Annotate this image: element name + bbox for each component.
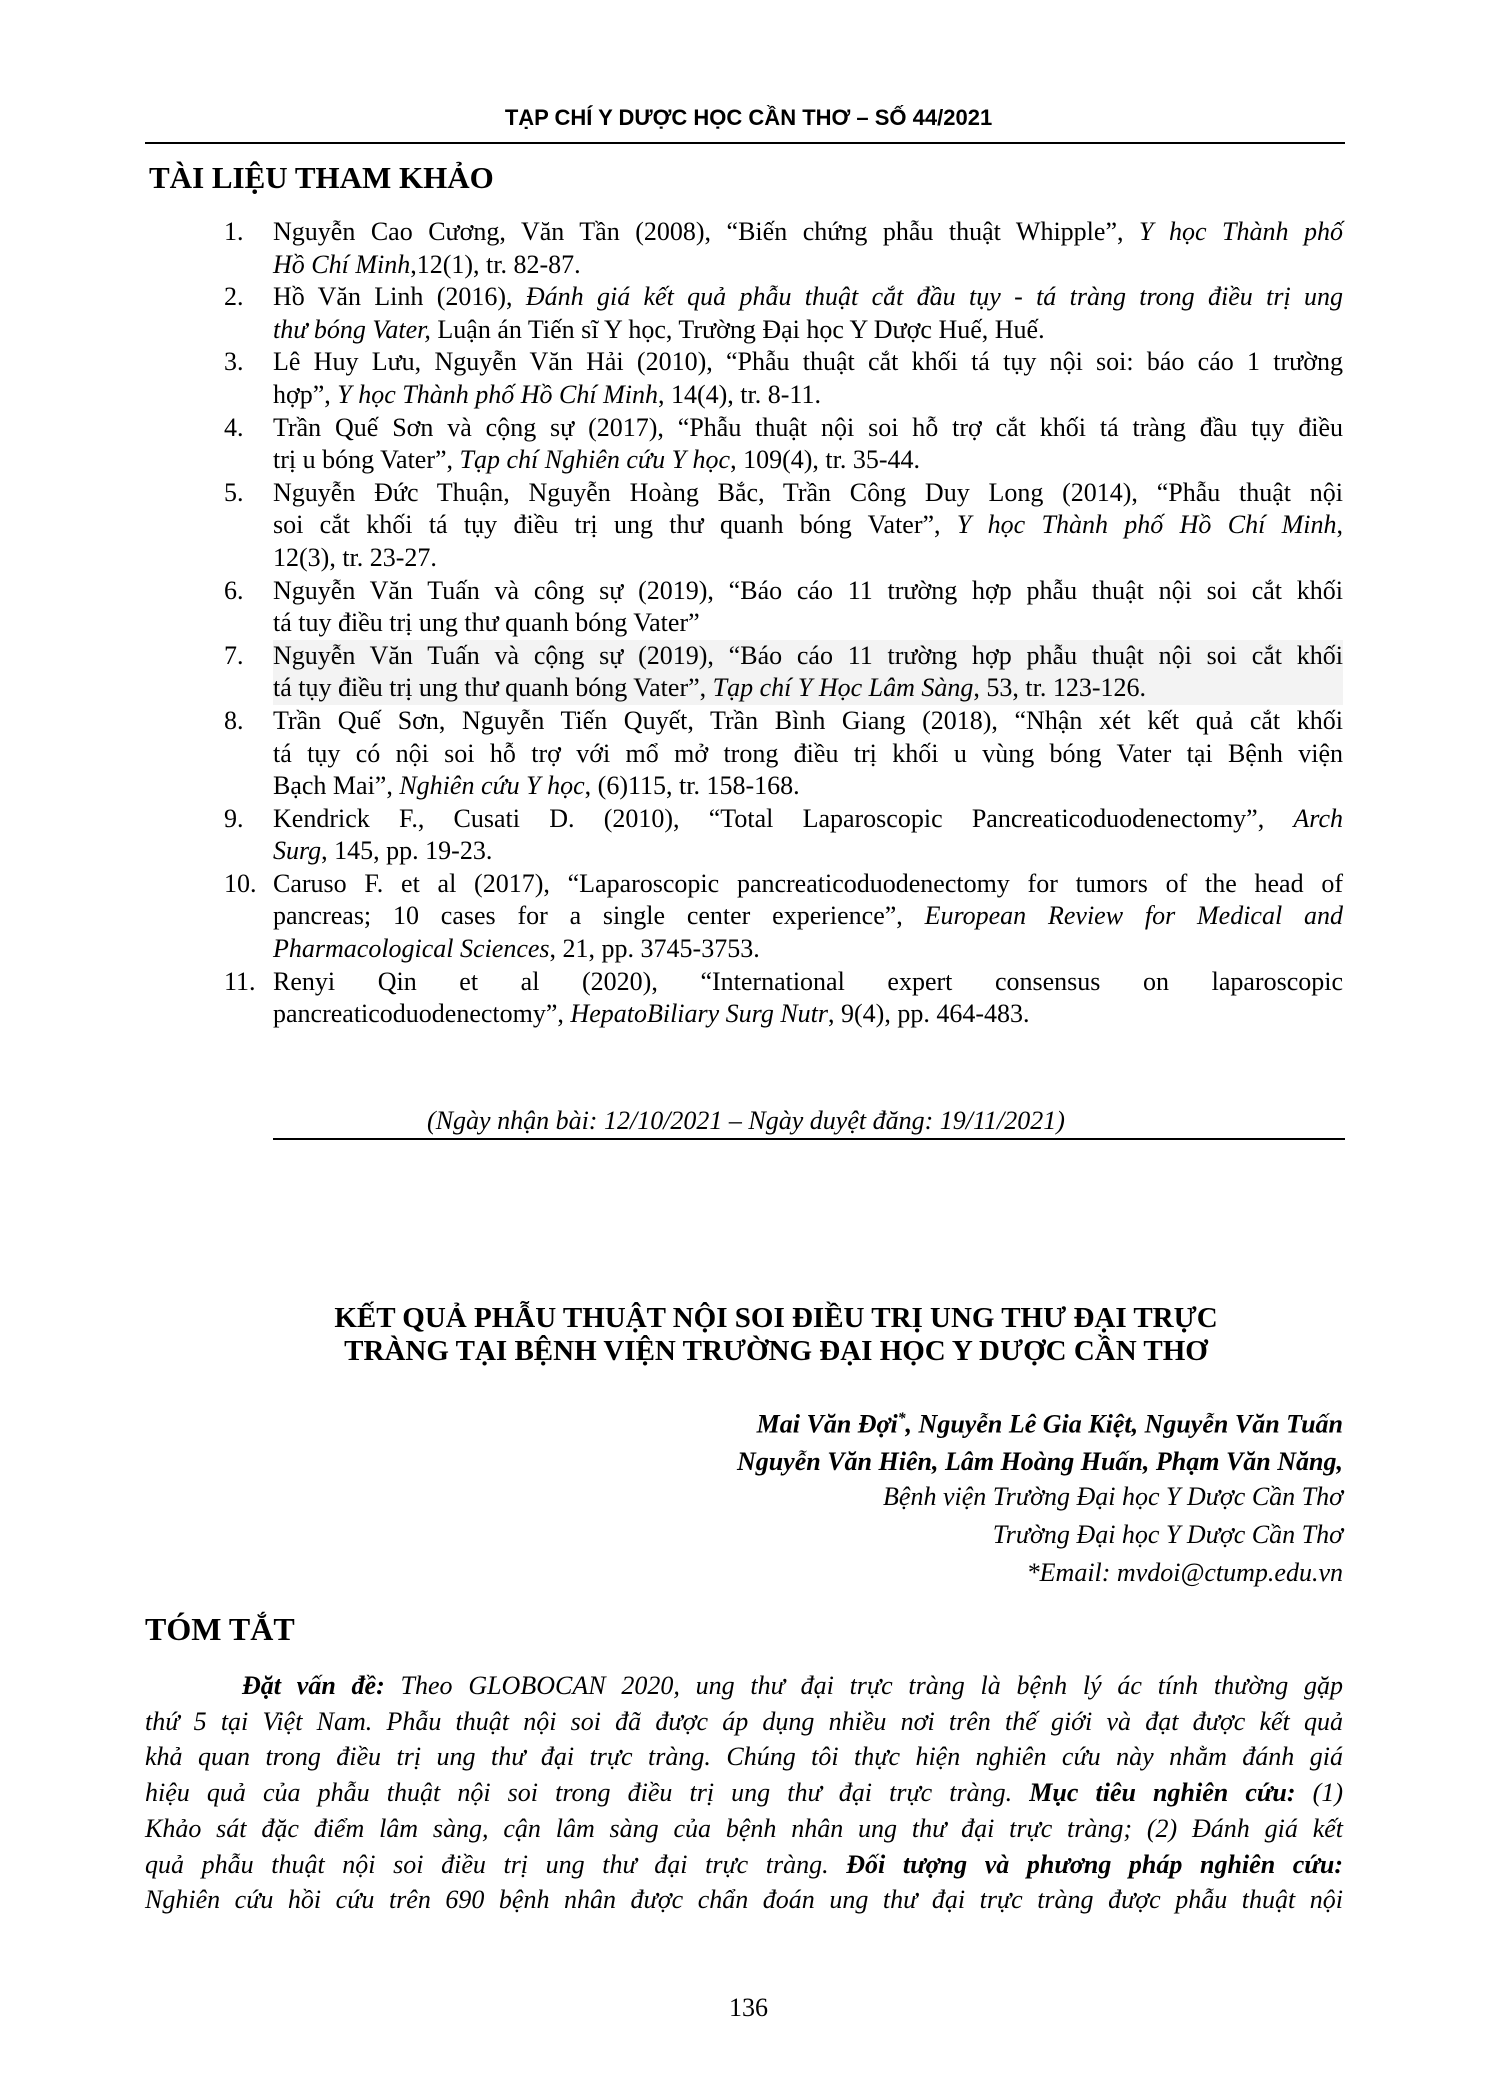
reference-item (224, 705, 1343, 803)
reference-line (273, 672, 1343, 705)
corresponding-author: Mai Văn Đợi (756, 1409, 898, 1439)
reference-number: 3. (224, 347, 244, 377)
reference-text (273, 477, 1343, 575)
author-line: Nguyễn Văn Hiên, Lâm Hoàng Huấn, Phạm Văn Năng, (736, 1446, 1343, 1476)
text-run: hiệu quả của phẫu thuật nội soi trong điều trị ung thư đại trực tràng. (145, 1778, 1030, 1808)
reference-text (273, 705, 1343, 803)
italic-run: HepatoBiliary Surg Nutr (570, 999, 829, 1029)
text-run: tá tụy điều trị ung thư quanh bóng Vater”, (273, 673, 713, 703)
reference-item (224, 216, 1343, 281)
abstract-body (145, 1668, 1343, 1918)
text-run: pancreaticoduodenectomy”, (273, 999, 571, 1029)
reference-line (273, 379, 1343, 412)
reference-line (273, 542, 1343, 575)
text-run: Hồ Văn Linh (2016), (273, 282, 526, 312)
page-number: 136 (729, 1993, 768, 2022)
italic-run: thư bóng Vater, (273, 314, 431, 344)
reference-item (224, 803, 1343, 868)
text-run: Caruso F. et al (2017), “Laparoscopic pancreaticoduodenectomy for tumors of the head of (273, 868, 1343, 898)
text-run: , 109(4), tr. 35-44. (730, 445, 921, 475)
text-run: Theo GLOBOCAN 2020, ung thư đại trực tràng là bệnh lý ác tính thường gặp (384, 1671, 1343, 1700)
italic-run: Surg (273, 836, 322, 866)
abstract-line (145, 1811, 1343, 1847)
reference-text (273, 575, 1343, 640)
corresponding-mark: * (897, 1410, 906, 1427)
reference-number: 4. (224, 412, 244, 442)
reference-line (273, 900, 1343, 933)
text-run: Nghiên cứu hồi cứu trên 690 bệnh nhân được chẩn đoán ung thư đại trực tràng được phẫu thuật nội (145, 1885, 1343, 1915)
text-run: Renyi Qin et al (2020), “International expert consensus on laparoscopic (273, 966, 1343, 996)
reference-list (224, 216, 1343, 1031)
reference-item (224, 966, 1343, 1031)
text-run: 12(3), tr. 23-27. (273, 542, 437, 572)
text-run: ,12(1), tr. 82-87. (410, 249, 581, 279)
reference-text (273, 640, 1343, 705)
text-run: , 145, pp. 19-23. (321, 836, 493, 866)
header-divider (145, 142, 1345, 144)
reference-text (273, 803, 1343, 868)
reference-line (273, 705, 1343, 738)
bold-run: Đối tượng và phương pháp nghiên cứu: (846, 1849, 1343, 1879)
reference-line (273, 998, 1343, 1031)
article-title (149, 1302, 1343, 1368)
reference-text (273, 868, 1343, 966)
references-heading: TÀI LIỆU THAM KHẢO (149, 160, 494, 195)
text-run: soi cắt khối tá tụy điều trị ung thư quanh bóng Vater”, (273, 510, 957, 540)
text-run: Nguyễn Đức Thuận, Nguyễn Hoàng Bắc, Trần Công Duy Long (2014), “Phẫu thuật nội (273, 477, 1343, 507)
text-run: tá tuy điều trị ung thư quanh bóng Vater” (273, 608, 700, 638)
reference-number: 1. (224, 217, 244, 246)
italic-run: Đánh giá kết quả phẫu thuật cắt đầu tụy - tá tràng trong điều trị ung (525, 282, 1343, 312)
reference-line (273, 607, 1343, 640)
reference-line (273, 640, 1343, 673)
reference-line (273, 249, 1343, 282)
text-run: , (1336, 510, 1343, 540)
reference-number: 8. (224, 705, 244, 735)
reference-line (273, 770, 1343, 803)
italic-run: European Review for Medical and (924, 901, 1344, 931)
bold-run: Mục tiêu nghiên cứu: (1029, 1778, 1296, 1808)
abstract-line (145, 1847, 1343, 1883)
reference-number: 6. (224, 575, 244, 605)
reference-number: 5. (224, 477, 244, 507)
text-run: khả quan trong điều trị ung thư đại trực tràng. Chúng tôi thực hiện nghiên cứu này nhằm đánh giá (145, 1742, 1343, 1772)
reference-text (273, 281, 1343, 346)
text-run: Luận án Tiến sĩ Y học, Trường Đại học Y Dược Huế, Huế. (430, 314, 1045, 344)
received-accepted-dates: (Ngày nhận bài: 12/10/2021 – Ngày duyệt đăng: 19/11/2021) (427, 1106, 1065, 1135)
reference-text (273, 216, 1343, 281)
bold-run: Đặt vấn đề: (242, 1671, 385, 1700)
reference-item (224, 412, 1343, 477)
text-run: Lê Huy Lưu, Nguyễn Văn Hải (2010), “Phẫu thuật cắt khối tá tụy nội soi: báo cáo 1 trường (273, 347, 1343, 377)
abstract-line (145, 1739, 1343, 1775)
text-run: , 9(4), pp. 464-483. (828, 999, 1030, 1029)
italic-run: Y học Thành phố Hồ Chí Minh (337, 379, 658, 409)
affiliations (883, 1478, 1343, 1592)
reference-number: 11. (224, 966, 256, 996)
reference-item (224, 346, 1343, 411)
abstract-heading: TÓM TẮT (145, 1611, 295, 1647)
text-run: pancreas; 10 cases for a single center experience”, (273, 901, 925, 931)
text-run: tá tụy có nội soi hỗ trợ với mổ mở trong điều trị khối u vùng bóng Vater tại Bệnh viện (273, 738, 1343, 768)
contact-email[interactable]: *Email: mvdoi@ctump.edu.vn (1026, 1558, 1343, 1587)
reference-text (273, 966, 1343, 1031)
text-run: Nguyễn Văn Tuấn và cộng sự (2019), “Báo cáo 11 trường hợp phẫu thuật nội soi cắt khối (273, 640, 1343, 670)
text-run: Nguyễn Văn Tuấn và công sự (2019), “Báo cáo 11 trường hợp phẫu thuật nội soi cắt khối (273, 575, 1343, 605)
text-run: Trần Quế Sơn, Nguyễn Tiến Quyết, Trần Bình Giang (2018), “Nhận xét kết quả cắt khối (273, 705, 1343, 735)
reference-line (273, 314, 1343, 347)
reference-line (273, 216, 1343, 249)
text-run: , (6)115, tr. 158-168. (584, 771, 800, 801)
reference-line (273, 477, 1343, 510)
author-line (737, 1400, 1343, 1443)
italic-run: Pharmacological Sciences (273, 934, 550, 964)
article-title-line: TRÀNG TẠI BỆNH VIỆN TRƯỜNG ĐẠI HỌC Y DƯỢC CẦN THƠ (344, 1335, 1208, 1367)
text-run: , 53, tr. 123-126. (973, 673, 1146, 703)
reference-number: 9. (224, 803, 244, 833)
text-run: , 21, pp. 3745-3753. (549, 934, 760, 964)
abstract-line (145, 1668, 1343, 1704)
author-list (737, 1400, 1343, 1480)
reference-line (273, 444, 1343, 477)
reference-line (273, 966, 1343, 999)
reference-number: 2. (224, 282, 244, 312)
text-run: hợp”, (273, 379, 338, 409)
reference-item (224, 868, 1343, 966)
reference-line (273, 509, 1343, 542)
reference-line (273, 412, 1343, 445)
reference-line (273, 738, 1343, 771)
reference-item (224, 575, 1343, 640)
reference-line (273, 575, 1343, 608)
text-run: Trần Quế Sơn và cộng sự (2017), “Phẫu thuật nội soi hỗ trợ cắt khối tá tràng đầu tụy điều (273, 412, 1343, 442)
affiliation-line: Trường Đại học Y Dược Cần Thơ (992, 1520, 1343, 1549)
text-run: trị u bóng Vater”, (273, 445, 460, 475)
reference-line (273, 281, 1343, 314)
italic-run: Y học Thành phố Hồ Chí Minh (956, 510, 1337, 540)
abstract-line (145, 1775, 1343, 1811)
reference-item (224, 477, 1343, 575)
co-authors: , Nguyễn Lê Gia Kiệt, Nguyễn Văn Tuấn (905, 1409, 1343, 1439)
text-run: Kendrick F., Cusati D. (2010), “Total Laparoscopic Pancreaticoduodenectomy”, (273, 803, 1294, 833)
italic-run: Tạp chí Nghiên cứu Y học (459, 445, 731, 475)
reference-line (273, 803, 1343, 836)
article-title-line: KẾT QUẢ PHẪU THUẬT NỘI SOI ĐIỀU TRỊ UNG THƯ ĐẠI TRỰC (334, 1302, 1218, 1334)
reference-item (224, 281, 1343, 346)
italic-run: Arch (1293, 803, 1343, 833)
section-divider (273, 1138, 1345, 1140)
reference-line (273, 933, 1343, 966)
reference-number: 10. (224, 868, 257, 898)
italic-run: Y học Thành phố (1139, 217, 1343, 246)
text-run: Bạch Mai”, (273, 771, 400, 801)
italic-run: Hồ Chí Minh (273, 249, 411, 279)
reference-item (224, 640, 1343, 705)
text-run: thứ 5 tại Việt Nam. Phẫu thuật nội soi đã được áp dụng nhiều nơi trên thế giới và đạt được kết quả (145, 1706, 1343, 1736)
text-run: , 14(4), tr. 8-11. (657, 379, 821, 409)
abstract-line (145, 1882, 1343, 1918)
reference-line (273, 346, 1343, 379)
reference-line (273, 835, 1343, 868)
reference-text (273, 412, 1343, 477)
italic-run: Nghiên cứu Y học (399, 771, 585, 801)
affiliation-line: Bệnh viện Trường Đại học Y Dược Cần Thơ (883, 1482, 1343, 1511)
reference-text (273, 346, 1343, 411)
journal-running-header: TẠP CHÍ Y DƯỢC HỌC CẦN THƠ – SỐ 44/2021 (504, 105, 993, 130)
reference-line (273, 868, 1343, 901)
reference-number: 7. (224, 640, 244, 670)
text-run: (1) (1295, 1778, 1343, 1808)
abstract-line (145, 1704, 1343, 1740)
text-run: Nguyễn Cao Cương, Văn Tần (2008), “Biến chứng phẫu thuật Whipple”, (273, 217, 1139, 246)
text-run: Khảo sát đặc điểm lâm sàng, cận lâm sàng của bệnh nhân ung thư đại trực tràng; (2) Đánh giá kết (145, 1813, 1343, 1843)
italic-run: Tạp chí Y Học Lâm Sàng (712, 673, 974, 703)
text-run: quả phẫu thuật nội soi điều trị ung thư đại trực tràng. (145, 1849, 847, 1879)
